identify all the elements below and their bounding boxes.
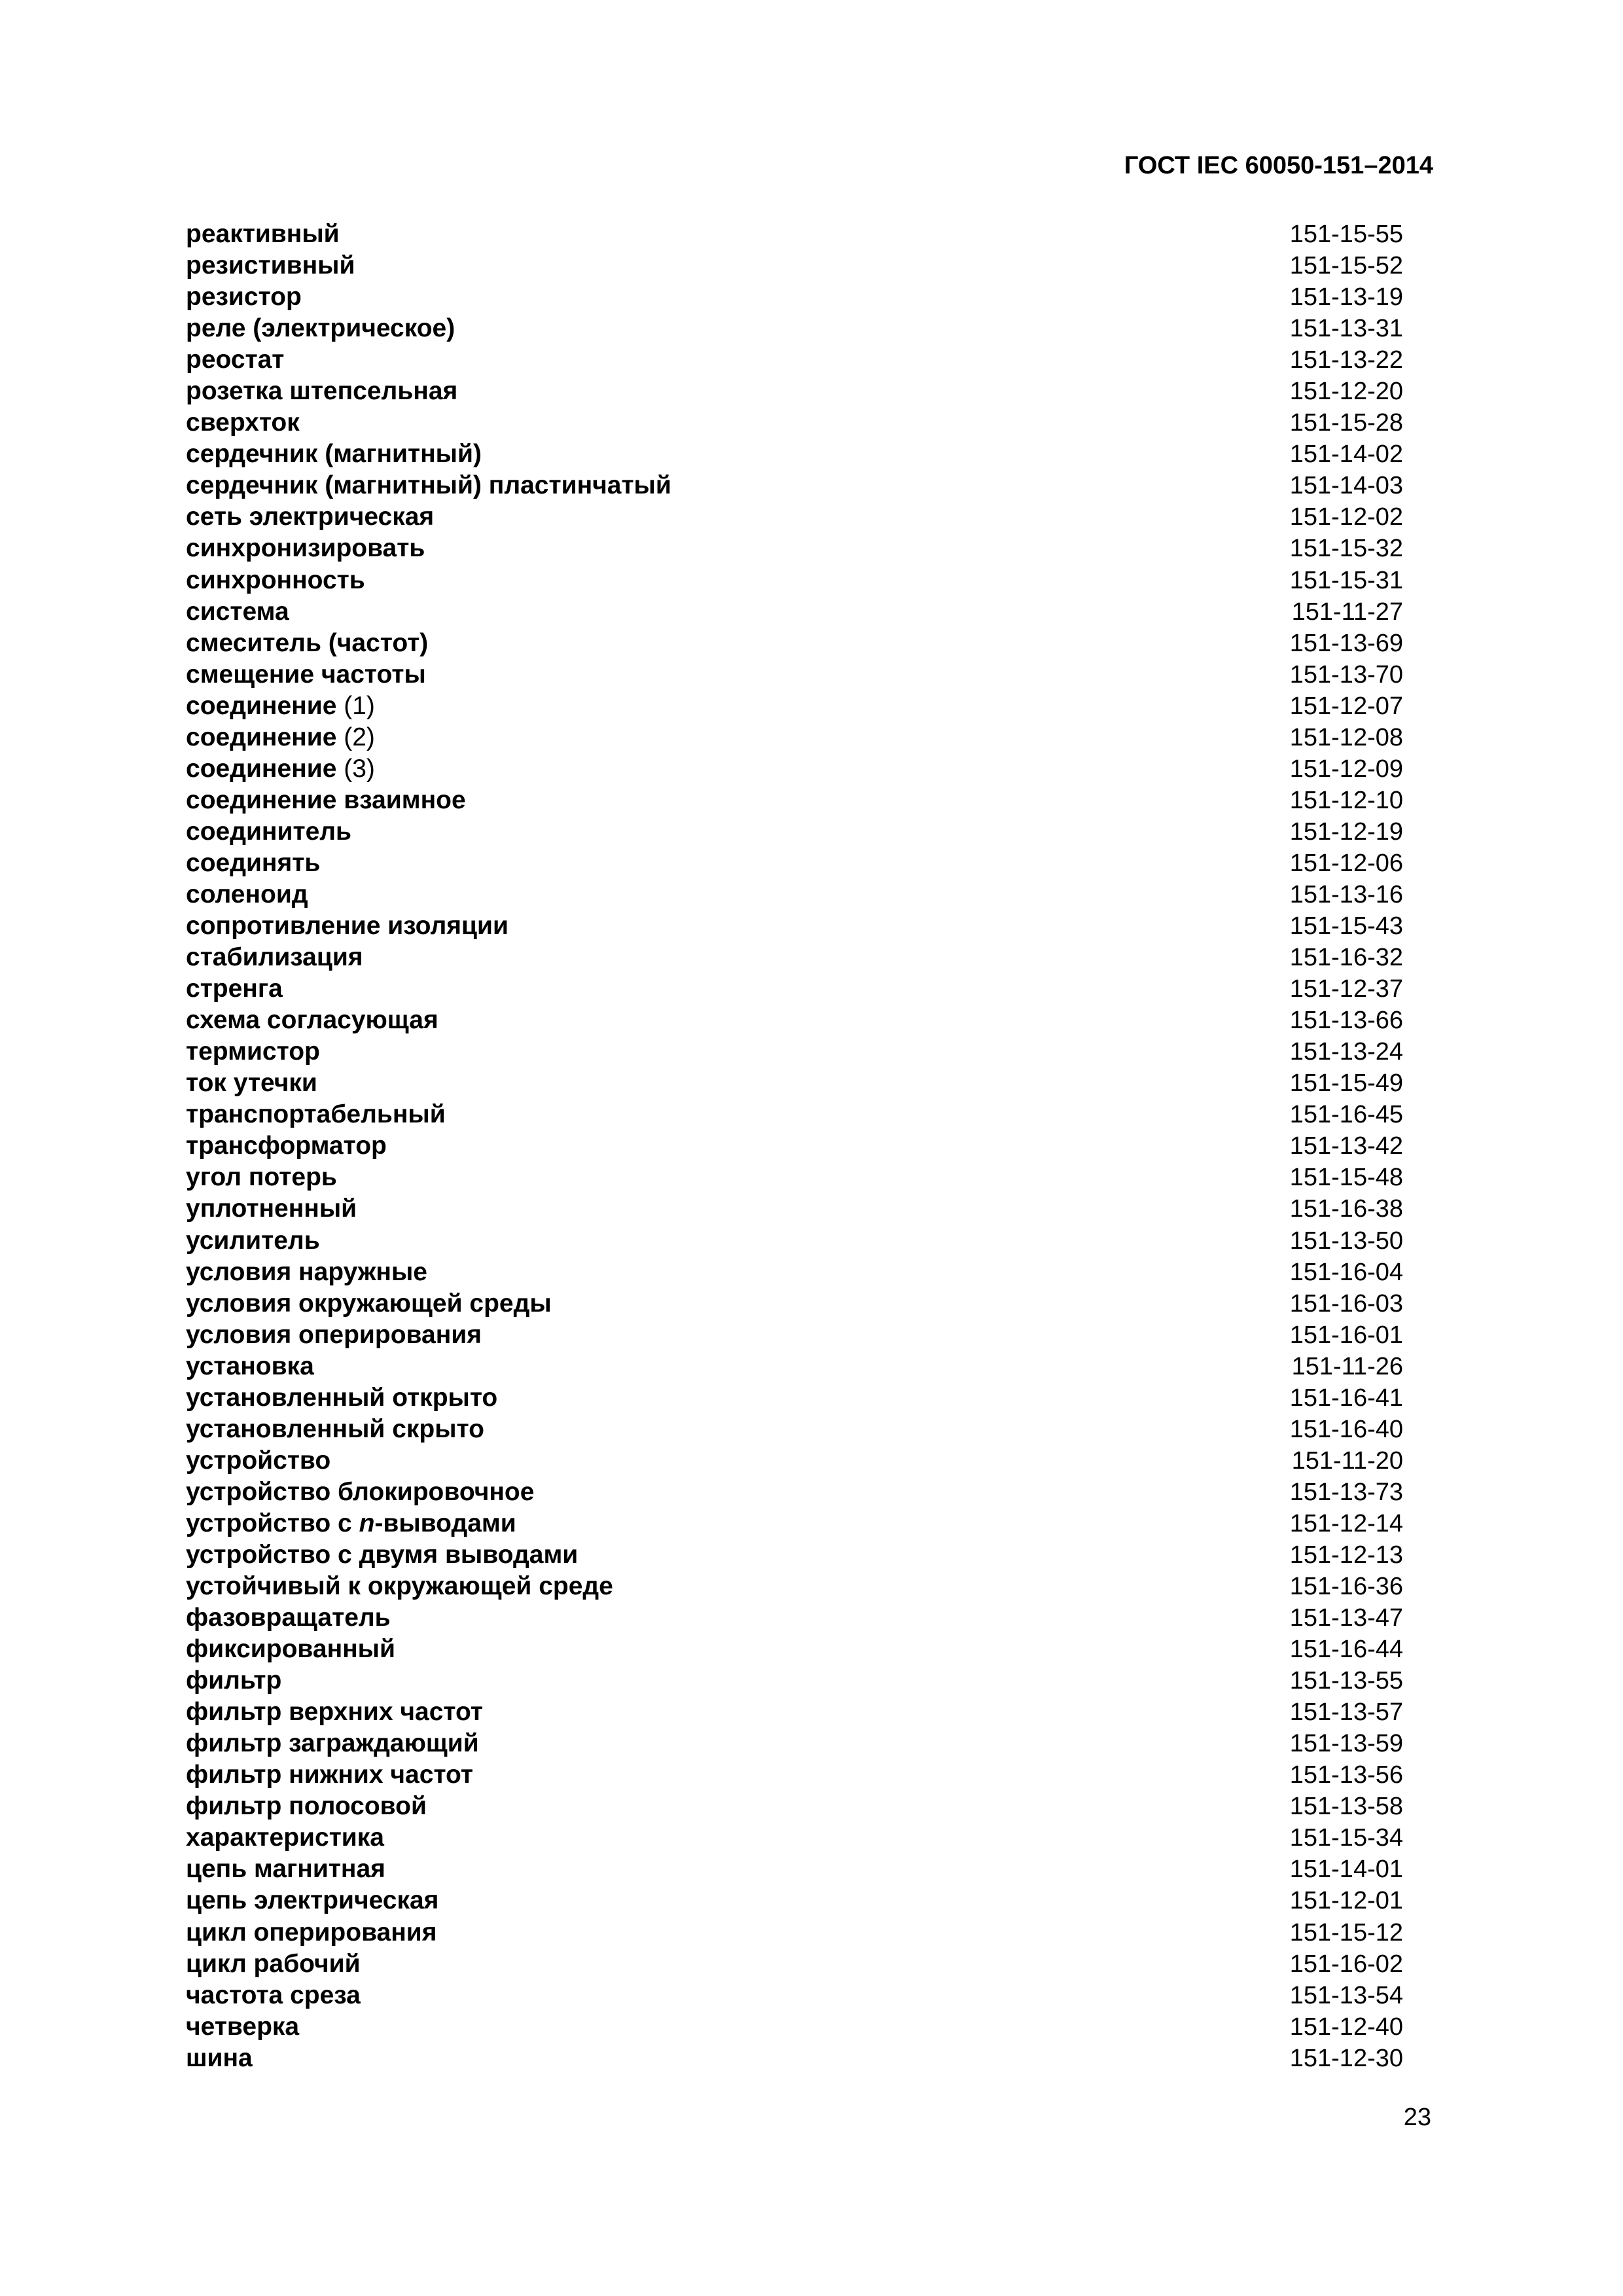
- term-text: соединение: [186, 723, 337, 751]
- term-code: 151-15-49: [1289, 1069, 1403, 1098]
- term-text: сеть электрическая: [186, 503, 435, 531]
- term-text: устройство блокировочное: [186, 1477, 535, 1506]
- term-code: 151-16-01: [1289, 1321, 1403, 1349]
- index-row: [186, 1225, 1403, 1257]
- term-text: условия окружающей среды: [186, 1289, 552, 1318]
- term-text: шина: [186, 2043, 253, 2072]
- term-text: реле (электрическое): [186, 314, 455, 343]
- term-code: 151-13-57: [1289, 1698, 1403, 1727]
- index-row: [186, 910, 1403, 942]
- term-code: 151-12-02: [1289, 503, 1403, 531]
- term-text: фильтр полосовой: [186, 1792, 427, 1821]
- term-text: ток утечки: [186, 1069, 317, 1098]
- term-label: [186, 910, 508, 942]
- term-text: соединение: [186, 754, 337, 783]
- term-code: 151-13-58: [1289, 1793, 1403, 1821]
- index-row: [186, 691, 1403, 722]
- index-row: [186, 1948, 1403, 1980]
- page-number: 23: [1403, 2104, 1431, 2131]
- term-label: [186, 1225, 320, 1257]
- term-label: [186, 1791, 427, 1822]
- term-code: 151-16-04: [1289, 1258, 1403, 1286]
- term-code: 151-13-19: [1289, 283, 1403, 312]
- index-row: [186, 439, 1403, 470]
- term-code: 151-16-03: [1289, 1289, 1403, 1318]
- term-sense-number: (1): [336, 691, 375, 720]
- term-label: [186, 1288, 552, 1319]
- term-code: 151-15-43: [1289, 912, 1403, 941]
- index-row: [186, 1980, 1403, 2011]
- term-code: 151-15-34: [1289, 1824, 1403, 1852]
- term-text: смеситель (частот): [186, 628, 429, 657]
- document-header: ГОСТ IEC 60050-151–2014: [1124, 152, 1433, 179]
- index-row: [186, 1634, 1403, 1665]
- term-code: 151-15-52: [1289, 252, 1403, 280]
- index-row: [186, 1508, 1403, 1539]
- term-label: [186, 1980, 361, 2011]
- term-text: четверка: [186, 2012, 300, 2041]
- index-row: [186, 470, 1403, 501]
- index-row: [186, 1099, 1403, 1130]
- term-text: синхронизировать: [186, 534, 425, 563]
- term-text: устройство: [186, 1446, 331, 1475]
- index-row: [186, 659, 1403, 691]
- term-code: 151-13-31: [1289, 315, 1403, 343]
- term-label: [186, 1854, 385, 1885]
- term-label: [186, 659, 426, 691]
- term-code: 151-16-44: [1289, 1636, 1403, 1664]
- term-label: [186, 1885, 438, 1916]
- term-label: [186, 1351, 314, 1382]
- index-row: [186, 501, 1403, 533]
- term-label: [186, 753, 375, 785]
- index-row: [186, 973, 1403, 1005]
- term-code: 151-12-13: [1289, 1541, 1403, 1569]
- term-text: трансформатор: [186, 1132, 387, 1160]
- index-row: [186, 1477, 1403, 1508]
- term-label: [186, 501, 434, 533]
- term-label: [186, 2043, 253, 2074]
- term-code: 151-12-01: [1289, 1887, 1403, 1915]
- index-row: [186, 879, 1403, 910]
- term-code: 151-15-12: [1289, 1918, 1403, 1946]
- term-text: фильтр заграждающий: [186, 1729, 479, 1758]
- term-code: 151-13-73: [1289, 1478, 1403, 1506]
- index-row: [186, 1791, 1403, 1822]
- term-label: [186, 816, 351, 848]
- term-text: фильтр: [186, 1666, 282, 1695]
- term-label: [186, 1162, 337, 1193]
- term-text: фильтр нижних частот: [186, 1761, 473, 1789]
- term-text: стренга: [186, 975, 283, 1003]
- term-code: 151-16-38: [1289, 1195, 1403, 1223]
- term-text: цикл оперирования: [186, 1918, 437, 1946]
- term-label: [186, 281, 302, 313]
- term-code: 151-16-32: [1289, 944, 1403, 972]
- term-text: термистор: [186, 1037, 320, 1066]
- term-code: 151-15-28: [1289, 409, 1403, 437]
- index-row: [186, 1822, 1403, 1854]
- term-text: розетка штепсельная: [186, 377, 458, 406]
- index-row: [186, 1917, 1403, 1948]
- term-text: система: [186, 597, 289, 626]
- term-code: 151-13-59: [1289, 1730, 1403, 1758]
- index-row: [186, 1319, 1403, 1351]
- term-text: устройство с: [186, 1509, 359, 1537]
- term-text: условия оперирования: [186, 1320, 482, 1349]
- term-label: [186, 722, 375, 753]
- term-label: [186, 1759, 473, 1791]
- term-label: [186, 1130, 387, 1162]
- term-code: 151-12-10: [1289, 786, 1403, 814]
- term-code: 151-12-30: [1289, 2044, 1403, 2072]
- term-label: [186, 1382, 497, 1414]
- term-code: 151-13-55: [1289, 1667, 1403, 1695]
- term-label: [186, 1508, 516, 1539]
- term-label: [186, 2011, 299, 2043]
- term-text: установленный скрыто: [186, 1414, 484, 1443]
- term-label: [186, 1665, 281, 1696]
- term-code: 151-11-26: [1291, 1352, 1403, 1380]
- term-text: соединение взаимное: [186, 785, 466, 814]
- index-row: [186, 1036, 1403, 1067]
- index-row: [186, 753, 1403, 785]
- index-row: [186, 281, 1403, 313]
- term-text: цепь электрическая: [186, 1886, 439, 1915]
- term-text-after: -выводами: [374, 1509, 516, 1537]
- term-label: [186, 628, 428, 659]
- index-row: [186, 313, 1403, 344]
- term-code: 151-16-02: [1289, 1950, 1403, 1978]
- term-code: 151-14-01: [1289, 1856, 1403, 1884]
- term-label: [186, 942, 363, 973]
- term-text: сердечник (магнитный) пластинчатый: [186, 471, 671, 500]
- term-code: 151-14-03: [1289, 472, 1403, 500]
- term-code: 151-12-09: [1289, 755, 1403, 783]
- term-label: [186, 1445, 330, 1477]
- index-row: [186, 1067, 1403, 1099]
- term-label: [186, 470, 671, 501]
- term-label: [186, 1728, 479, 1759]
- term-text: сопротивление изоляции: [186, 912, 508, 941]
- term-text: установленный открыто: [186, 1383, 498, 1412]
- term-code: 151-13-24: [1289, 1038, 1403, 1066]
- term-text: усилитель: [186, 1226, 320, 1255]
- term-label: [186, 533, 425, 564]
- term-text: цепь магнитная: [186, 1855, 385, 1884]
- term-text: соединять: [186, 848, 321, 877]
- term-code: 151-12-20: [1289, 378, 1403, 406]
- term-text: устойчивый к окружающей среде: [186, 1572, 613, 1601]
- term-code: 151-13-47: [1289, 1604, 1403, 1632]
- term-text: сердечник (магнитный): [186, 440, 482, 469]
- index-row: [186, 407, 1403, 439]
- term-code: 151-16-41: [1289, 1384, 1403, 1412]
- term-label: [186, 596, 289, 628]
- index-row: [186, 1414, 1403, 1445]
- term-label: [186, 1539, 578, 1571]
- term-label: [186, 1571, 613, 1602]
- term-code: 151-12-37: [1289, 975, 1403, 1003]
- index-row: [186, 1571, 1403, 1602]
- term-text: соединитель: [186, 817, 352, 846]
- term-label: [186, 1005, 438, 1036]
- term-code: 151-12-06: [1289, 849, 1403, 877]
- index-row: [186, 1193, 1403, 1225]
- index-row: [186, 1005, 1403, 1036]
- index-row: [186, 1885, 1403, 1916]
- index-row: [186, 1257, 1403, 1288]
- term-index-list: [186, 219, 1403, 2074]
- term-text: соединение: [186, 691, 337, 720]
- term-text: условия наружные: [186, 1257, 427, 1286]
- term-label: [186, 1193, 357, 1225]
- term-label: [186, 879, 308, 910]
- term-text: уплотненный: [186, 1194, 357, 1223]
- term-code: 151-12-08: [1289, 723, 1403, 751]
- index-row: [186, 219, 1403, 250]
- term-text: транспортабельный: [186, 1100, 446, 1129]
- term-text: резистор: [186, 283, 302, 312]
- index-row: [186, 1539, 1403, 1571]
- term-text: фазовращатель: [186, 1604, 391, 1632]
- index-row: [186, 596, 1403, 628]
- term-code: 151-12-07: [1289, 692, 1403, 720]
- term-code: 151-15-31: [1289, 566, 1403, 594]
- term-code: 151-15-48: [1289, 1164, 1403, 1192]
- term-text: синхронность: [186, 565, 365, 594]
- term-label: [186, 1036, 320, 1067]
- term-label: [186, 376, 457, 407]
- term-label: [186, 1257, 427, 1288]
- term-label: [186, 1696, 483, 1728]
- term-code: 151-16-40: [1289, 1415, 1403, 1443]
- index-row: [186, 565, 1403, 596]
- index-row: [186, 722, 1403, 753]
- term-text: частота среза: [186, 1981, 361, 2009]
- term-code: 151-11-27: [1291, 598, 1403, 626]
- term-label: [186, 1634, 395, 1665]
- index-row: [186, 1602, 1403, 1634]
- term-label: [186, 219, 340, 250]
- index-row: [186, 942, 1403, 973]
- term-label: [186, 313, 455, 344]
- term-label: [186, 1602, 391, 1634]
- index-row: [186, 1162, 1403, 1193]
- term-code: 151-16-45: [1289, 1101, 1403, 1129]
- index-row: [186, 1696, 1403, 1728]
- index-row: [186, 1728, 1403, 1759]
- term-label: [186, 565, 365, 596]
- term-code: 151-13-69: [1289, 629, 1403, 657]
- index-row: [186, 1288, 1403, 1319]
- index-row: [186, 848, 1403, 879]
- term-text: сверхток: [186, 408, 300, 437]
- term-label: [186, 1099, 446, 1130]
- term-text: смещение частоты: [186, 660, 426, 689]
- term-text: реактивный: [186, 220, 340, 248]
- term-text: стабилизация: [186, 943, 363, 972]
- term-label: [186, 344, 284, 376]
- term-label: [186, 439, 482, 470]
- index-row: [186, 344, 1403, 376]
- term-label: [186, 1414, 484, 1445]
- term-code: 151-12-40: [1289, 2013, 1403, 2041]
- term-code: 151-13-56: [1289, 1761, 1403, 1789]
- term-code: 151-16-36: [1289, 1573, 1403, 1601]
- term-text: реостат: [186, 346, 285, 374]
- index-row: [186, 816, 1403, 848]
- term-label: [186, 1948, 361, 1980]
- term-label: [186, 1822, 384, 1854]
- term-text: цикл рабочий: [186, 1949, 361, 1978]
- term-code: 151-13-16: [1289, 880, 1403, 908]
- term-text: устройство с двумя выводами: [186, 1540, 579, 1569]
- index-row: [186, 376, 1403, 407]
- term-code: 151-13-54: [1289, 1981, 1403, 2009]
- term-label: [186, 848, 320, 879]
- index-row: [186, 1665, 1403, 1696]
- term-code: 151-15-55: [1289, 221, 1403, 248]
- index-row: [186, 2011, 1403, 2043]
- term-label: [186, 1477, 534, 1508]
- term-text: угол потерь: [186, 1163, 337, 1192]
- term-text: соленоид: [186, 880, 308, 908]
- term-text: схема согласующая: [186, 1006, 438, 1035]
- term-label: [186, 407, 300, 439]
- index-row: [186, 1854, 1403, 1885]
- term-text: фиксированный: [186, 1635, 395, 1664]
- index-row: [186, 1382, 1403, 1414]
- term-text: установка: [186, 1352, 314, 1380]
- term-code: 151-13-66: [1289, 1007, 1403, 1035]
- index-row: [186, 250, 1403, 281]
- term-code: 151-14-02: [1289, 440, 1403, 469]
- term-label: [186, 973, 283, 1005]
- index-row: [186, 533, 1403, 564]
- term-variable: n: [359, 1509, 375, 1537]
- term-code: 151-15-32: [1289, 535, 1403, 563]
- index-row: [186, 1445, 1403, 1477]
- term-label: [186, 1067, 317, 1099]
- term-code: 151-11-20: [1291, 1446, 1403, 1475]
- term-code: 151-13-70: [1289, 660, 1403, 689]
- index-row: [186, 1351, 1403, 1382]
- term-text: характеристика: [186, 1823, 384, 1852]
- term-code: 151-13-22: [1289, 346, 1403, 374]
- term-code: 151-12-19: [1289, 817, 1403, 846]
- term-code: 151-13-50: [1289, 1227, 1403, 1255]
- term-label: [186, 691, 375, 722]
- index-row: [186, 1759, 1403, 1791]
- term-label: [186, 1917, 437, 1948]
- index-row: [186, 785, 1403, 816]
- term-label: [186, 785, 466, 816]
- term-code: 151-12-14: [1289, 1509, 1403, 1537]
- term-sense-number: (3): [336, 754, 375, 783]
- term-label: [186, 1319, 482, 1351]
- index-row: [186, 2043, 1403, 2074]
- index-row: [186, 628, 1403, 659]
- term-text: резистивный: [186, 251, 355, 280]
- term-text: фильтр верхних частот: [186, 1698, 483, 1727]
- term-code: 151-13-42: [1289, 1132, 1403, 1160]
- index-row: [186, 1130, 1403, 1162]
- term-label: [186, 250, 355, 281]
- term-sense-number: (2): [336, 723, 375, 751]
